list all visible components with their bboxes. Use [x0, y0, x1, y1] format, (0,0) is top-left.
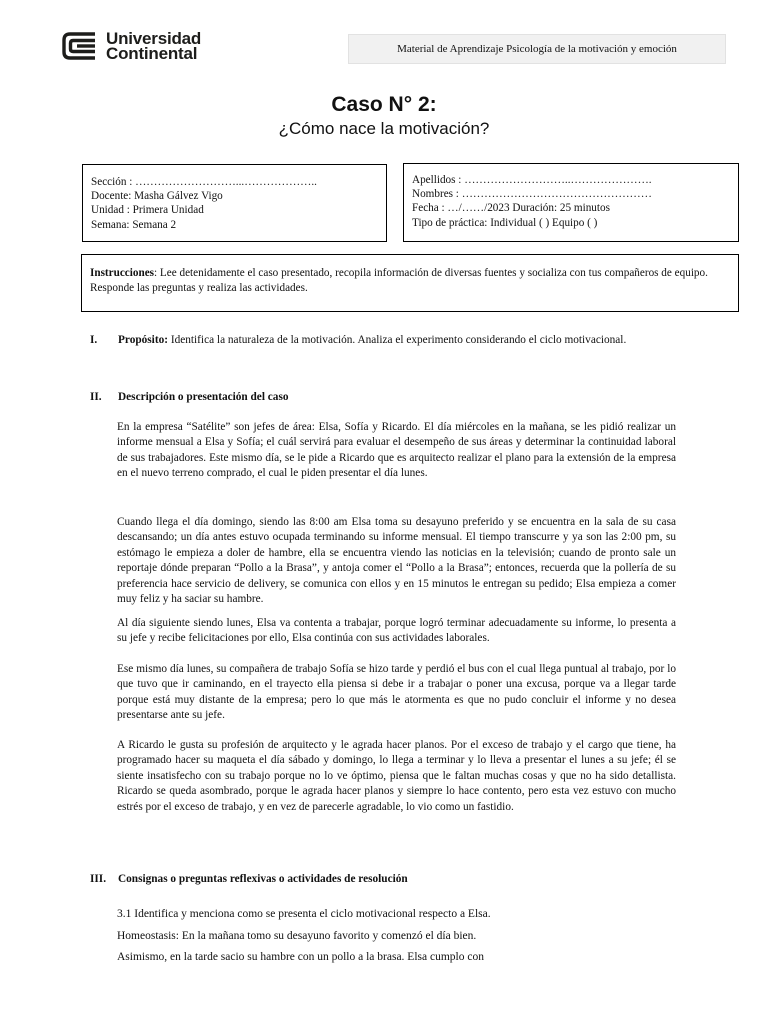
student-info-box	[403, 163, 739, 242]
surname-field: Apellidos : ………………………..………………….	[412, 174, 652, 186]
case-paragraph: Ese mismo día lunes, su compañera de trabajo Sofía se hizo tarde y perdió el bus con el cual llega puntual al trabajo, por lo que tuvo que ir caminando, en el trayecto ella piensa si debe ir a trabajar o poner una excusa, porque va a llegar tarde porque está muy distante de la empresa; pero lo que más le atormenta es que no pudo concluir el informe y no desea presentarse ante su jefe.	[117, 663, 676, 722]
case-paragraph: Cuando llega el día domingo, siendo las 8:00 am Elsa toma su desayuno preferido y se encuentra en la sala de su casa descansando; un día antes estuvo ocupada terminando su informe mensual. El tiempo transcurre y ya son las 2:00 pm, su estómago le empieza a doler de hambre, ella se encuentra viendo las noticias en la televisión; cuando de pronto sale un reportaje dónde preparan “Pollo a la Brasa”, y antoja comer el “Pollo a la Brasa”; entonces, recuerda que la pollería de su preferencia hace servicio de delivery, se comunica con ellos y en 15 minutos le entregan su pedido; Elsa empieza a comer muy feliz y ha saciar su hambre.	[117, 516, 676, 606]
case-paragraph: A Ricardo le gusta su profesión de arquitecto y le agrada hacer planos. Por el exceso de trabajo y el cargo que tiene, ha programado hacer su maqueta el día sábado y domingo, lo llega a terminar y lo lleva a presentar el lunes a su jefe; él se siente insatisfecho con su trabajo porque no lo ve óptimo, piensa que le faltan muchas cosas y que no ha sido detallista. Ricardo se queda asombrado, porque le agrada hacer planos y siempre lo hace contento, pero esta vez estuvo con mucho estrés por el exceso de trabajo, y en vez de parecerle agradable, lo vio como un fastidio.	[117, 739, 676, 813]
section-3-heading	[90, 873, 408, 885]
section-2-number: II.	[90, 391, 102, 403]
course-info-box	[82, 164, 387, 242]
university-logo	[62, 31, 201, 61]
logo-line-1: Universidad	[106, 29, 202, 48]
case-subtitle: ¿Cómo nace la motivación?	[278, 119, 490, 138]
date-duration-field: Fecha : …/……/2023 Duración: 25 minutos	[412, 202, 610, 215]
names-field: Nombres : ……………………………………………	[412, 188, 652, 201]
purpose-section	[90, 333, 676, 348]
continental-logo-icon	[62, 31, 98, 61]
material-header-text: Material de Aprendizaje Psicología de la motivación y emoción	[397, 43, 677, 55]
teacher-field: Docente: Masha Gálvez Vigo	[91, 190, 223, 203]
purpose-text: Identifica la naturaleza de la motivación. Analiza el experimento considerando el ciclo motivacional.	[168, 334, 627, 346]
logo-line-2: Continental	[106, 44, 198, 63]
section-field: Sección : ………………………...………………..	[91, 176, 317, 188]
question-3-1: 3.1 Identifica y menciona como se presenta el ciclo motivacional respecto a Elsa.	[117, 908, 491, 920]
unit-field: Unidad : Primera Unidad	[91, 204, 204, 217]
practice-type-field: Tipo de práctica: Individual ( ) Equipo ( )	[412, 216, 598, 229]
instructions-label: Instrucciones	[90, 267, 155, 279]
answer-line: Homeostasis: En la mañana tomo su desayuno favorito y comenzó el día bien.	[117, 930, 477, 942]
case-paragraph: Al día siguiente siendo lunes, Elsa va contenta a trabajar, porque logró terminar adecuadamente su informe, lo presenta a su jefe y recibe felicitaciones por ello, Elsa continúa con sus actividades laborales.	[117, 617, 676, 645]
case-paragraph: En la empresa “Satélite” son jefes de área: Elsa, Sofía y Ricardo. El día miércoles en la mañana, se les pidió realizar un informe mensual a Elsa y Sofía; el cuál servirá para evaluar el desempeño de sus áreas y determinar la continuidad laboral de sus trabajadores. Este mismo día, se le pide a Ricardo que es arquitecto realizar el plano para la extensión de la empresa en el nuevo terreno comprado, el cual le piden presentar el día lunes.	[117, 421, 676, 480]
material-header	[348, 34, 726, 64]
purpose-label: Propósito:	[118, 334, 168, 346]
section-3-number: III.	[90, 873, 107, 885]
purpose-number: I.	[90, 334, 98, 346]
section-3-title: Consignas o preguntas reflexivas o actividades de resolución	[118, 873, 408, 885]
answer-line: Asimismo, en la tarde sacio su hambre con un pollo a la brasa. Elsa cumplo con	[117, 951, 484, 963]
instructions-box	[81, 254, 739, 312]
instructions-text: : Lee detenidamente el caso presentado, recopila información de diversas fuentes y socializa con tus compañeros de equipo. Responde las preguntas y realiza las actividades.	[90, 267, 708, 294]
logo-wordmark	[106, 31, 201, 61]
section-2-title: Descripción o presentación del caso	[118, 391, 289, 403]
week-field: Semana: Semana 2	[91, 218, 177, 231]
section-2-heading	[90, 391, 289, 403]
case-title: Caso N° 2:	[331, 93, 437, 116]
